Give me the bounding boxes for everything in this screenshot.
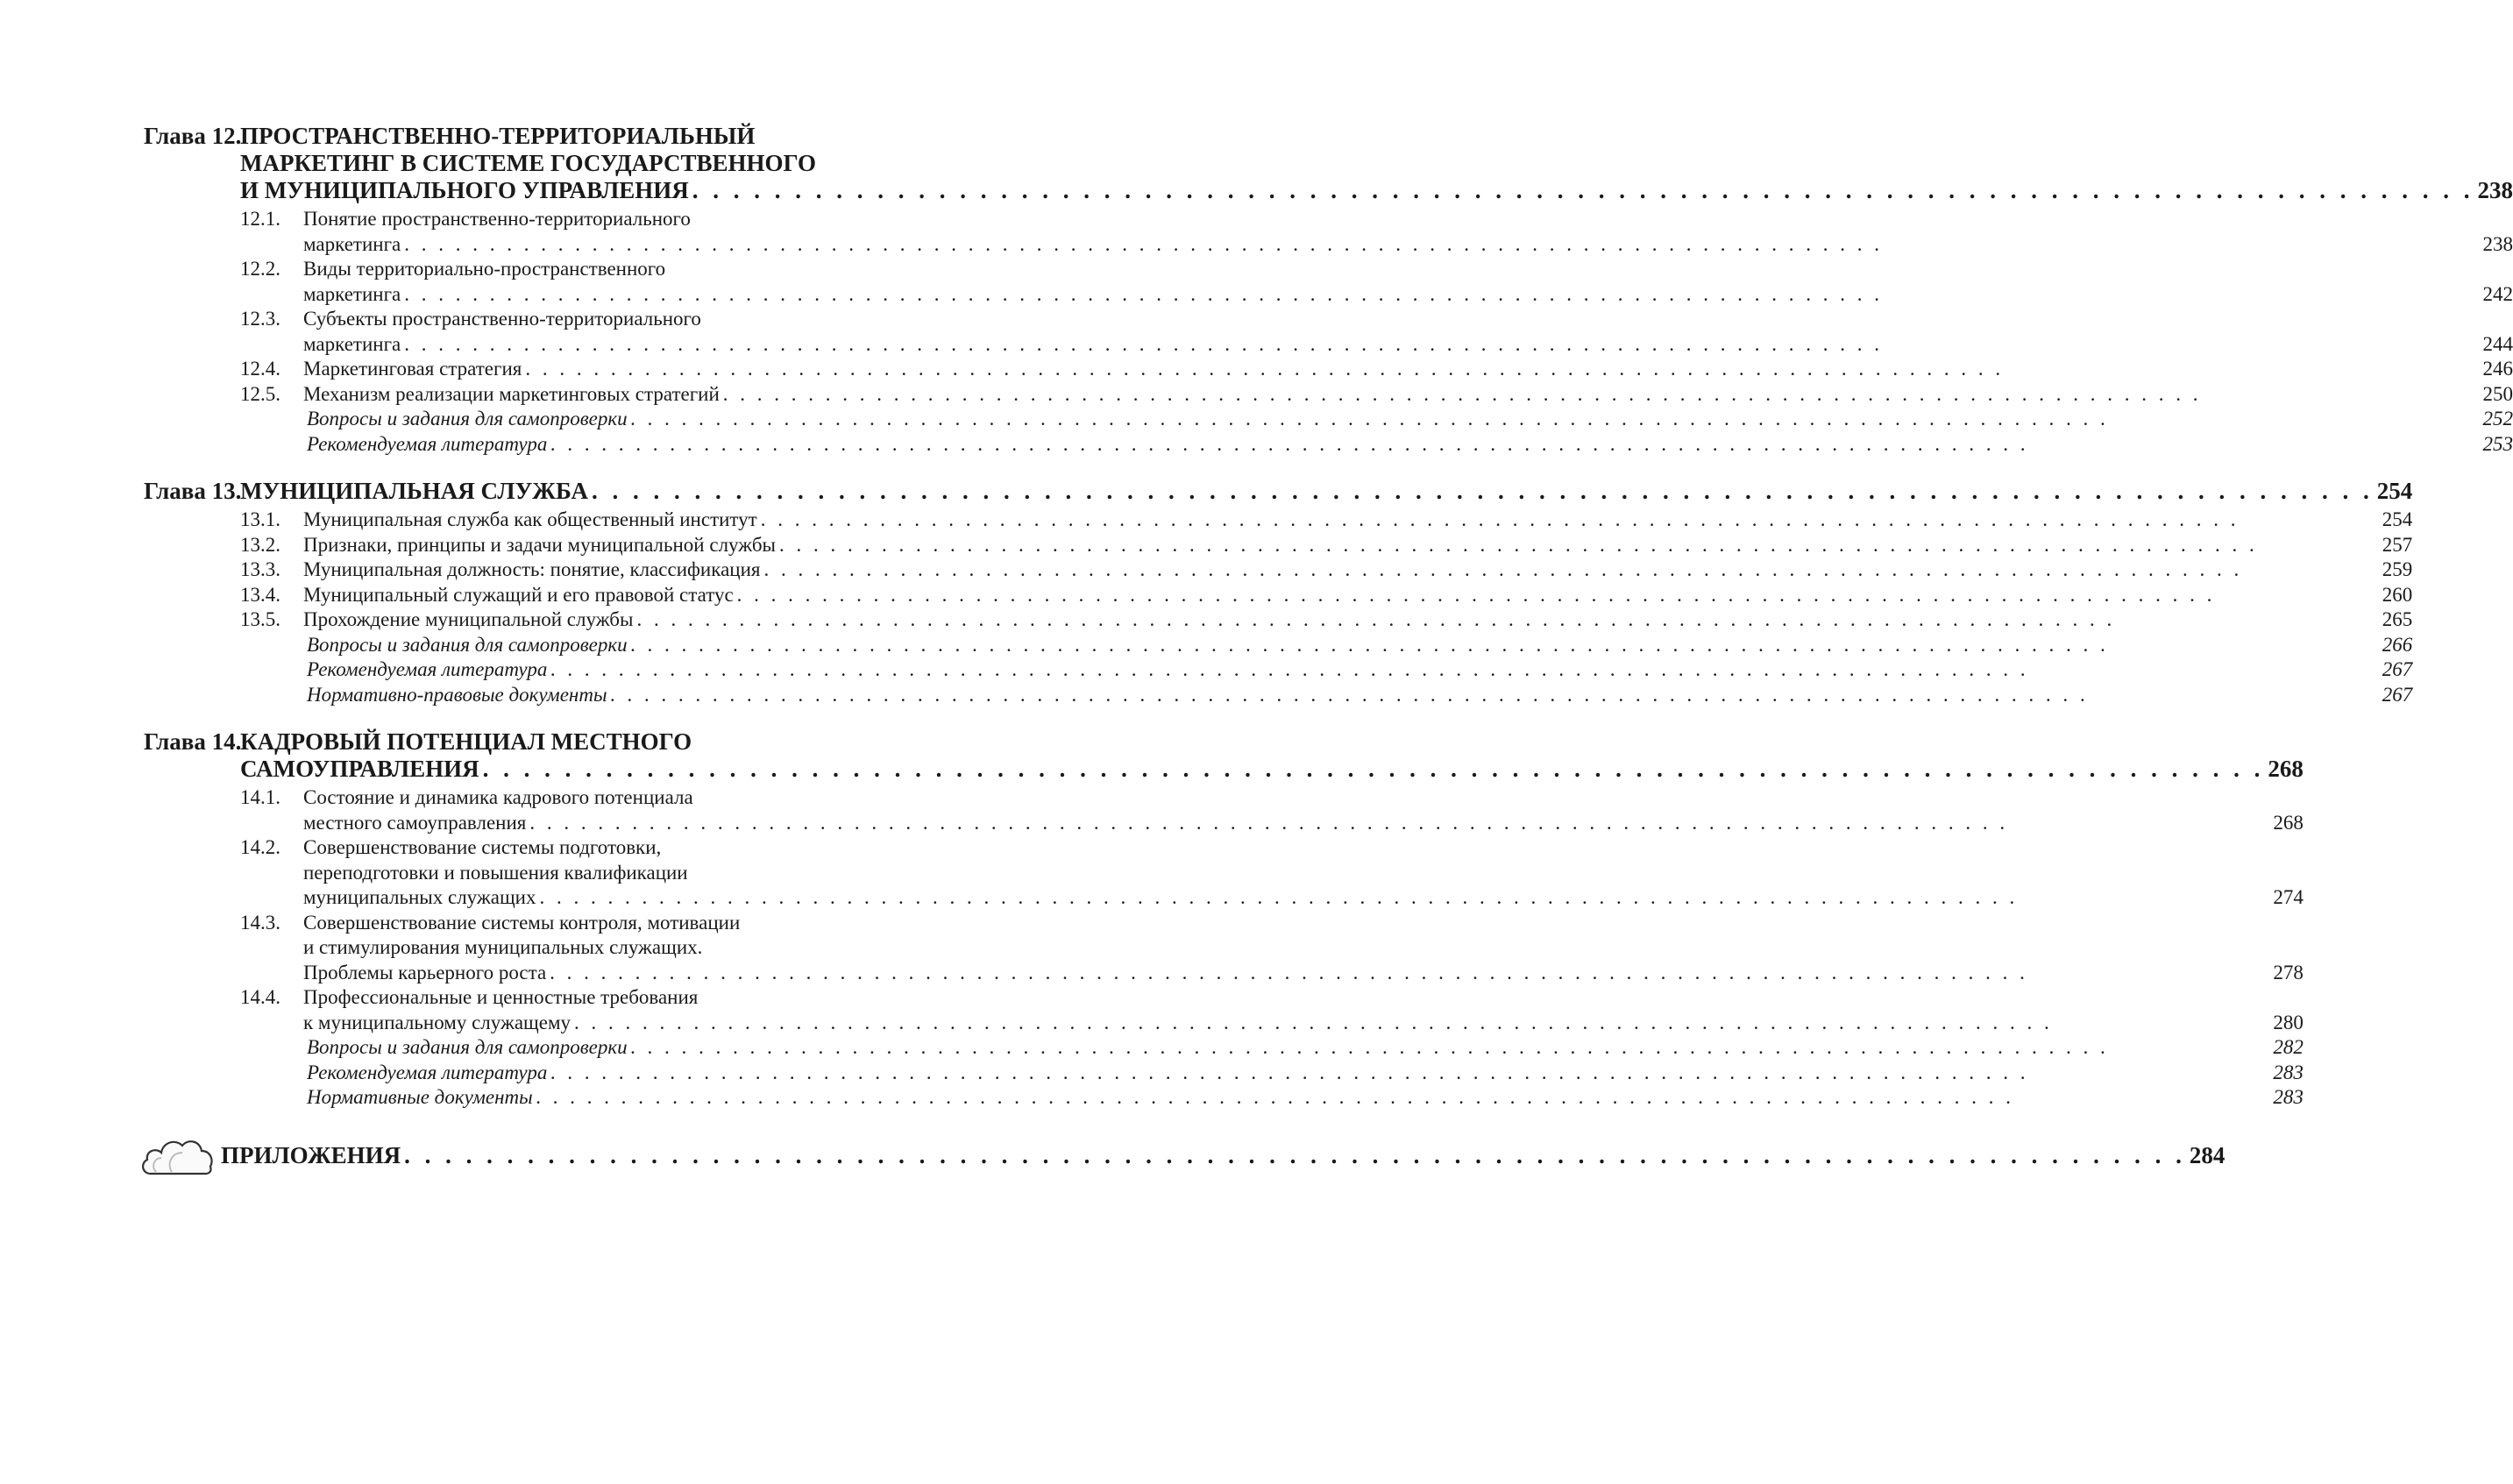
section-body (303, 911, 2304, 986)
page-number: 259 (2382, 558, 2413, 580)
chapter-title (240, 478, 2412, 505)
section-title: маркетинга (303, 232, 401, 255)
section-title-line: Совершенствование системы контроля, мотивации (303, 911, 741, 934)
extra-leader-line (307, 657, 2412, 683)
extra-title: Вопросы и задания для самопроверки (307, 408, 628, 430)
extra-title: Вопросы и задания для самопроверки (307, 1036, 628, 1058)
dot-leader (763, 557, 2378, 583)
toc-section[interactable] (240, 785, 2304, 835)
section-body (303, 985, 2304, 1035)
section-title: маркетинга (303, 282, 401, 305)
chapter-sections (240, 785, 2304, 1111)
section-number-empty (240, 683, 303, 708)
section-title: Проблемы карьерного роста (303, 961, 547, 983)
page-number: 238 (2482, 232, 2513, 255)
chapter-sections (240, 207, 2513, 457)
section-leader-line (303, 811, 2304, 836)
toc-extra[interactable] (240, 1061, 2304, 1086)
toc-section[interactable] (240, 583, 2412, 608)
page-number: 266 (2382, 633, 2413, 656)
dot-leader (525, 357, 2479, 382)
section-body (303, 508, 2412, 533)
chapter-13 (144, 478, 2413, 707)
page-number: 267 (2382, 658, 2413, 680)
toc-section[interactable] (240, 307, 2513, 357)
section-title-line: Виды территориально-пространственного (303, 258, 666, 280)
section-number: 14.1. (240, 786, 280, 808)
section-title-line: Субъекты пространственно-территориального (303, 308, 701, 330)
extra-leader-line (307, 407, 2513, 432)
dot-leader (404, 332, 2479, 358)
page-number: 265 (2382, 608, 2413, 630)
section-number: 14.2. (240, 836, 280, 858)
extra-leader-line (307, 633, 2412, 658)
toc-extra[interactable] (240, 657, 2412, 683)
page-number: 267 (2382, 683, 2413, 706)
page-number: 257 (2382, 533, 2413, 556)
section-leader-line (303, 382, 2513, 408)
section-leader-line (303, 508, 2412, 533)
extra-leader-line (307, 1061, 2304, 1086)
extra-leader-line (307, 432, 2513, 458)
page-number: 274 (2273, 886, 2304, 908)
section-leader-line (303, 885, 2304, 911)
extra-title: Вопросы и задания для самопроверки (307, 633, 628, 656)
toc-section[interactable] (240, 533, 2412, 558)
dot-leader (761, 508, 2379, 533)
section-number: 14.3. (240, 911, 280, 934)
section-title: Муниципальный служащий и его правовой статус (303, 583, 734, 606)
chapter-title: САМОУПРАВЛЕНИЯ (240, 756, 479, 782)
section-title-line: Профессиональные и ценностные требования (303, 986, 699, 1008)
extra-body (303, 1085, 2304, 1111)
section-number: 12.3. (240, 308, 280, 330)
page-number: 278 (2273, 961, 2304, 983)
section-body (303, 357, 2513, 382)
section-leader-line (303, 961, 2304, 986)
section-title: Маркетинговая стратегия (303, 358, 522, 380)
dot-leader (550, 432, 2479, 458)
extra-title: Рекомендуемая литература (307, 658, 548, 680)
section-title-line: и стимулирования муниципальных служащих. (303, 936, 703, 958)
chapter-label: Глава 13. (144, 478, 242, 504)
section-title: Муниципальная служба как общественный институт (303, 508, 757, 530)
section-leader-line (303, 1011, 2304, 1036)
section-title-line: Совершенствование системы подготовки, (303, 836, 662, 858)
section-title-line: Понятие пространственно-территориального (303, 208, 691, 230)
chapter-title: И МУНИЦИПАЛЬНОГО УПРАВЛЕНИЯ (240, 177, 689, 203)
toc-section[interactable] (240, 207, 2513, 257)
section-body (303, 835, 2304, 911)
extra-body (303, 432, 2513, 458)
dot-leader (550, 961, 2269, 986)
toc-section[interactable] (240, 607, 2412, 633)
dot-leader (404, 1142, 2186, 1169)
extra-title: Нормативные документы (307, 1086, 533, 1108)
appendix-leader-line (221, 1142, 2225, 1169)
dot-leader (550, 1061, 2269, 1086)
dot-leader (631, 407, 2480, 432)
chapter-sections (240, 508, 2412, 707)
section-number-empty (240, 407, 303, 432)
section-body (303, 207, 2513, 257)
appendix-title: ПРИЛОЖЕНИЯ (221, 1142, 401, 1168)
page-number: 284 (2189, 1142, 2225, 1168)
extra-leader-line (307, 683, 2412, 708)
extra-title: Рекомендуемая литература (307, 432, 548, 455)
dot-leader (779, 533, 2379, 558)
section-leader-line (303, 332, 2513, 358)
dot-leader (574, 1011, 2269, 1036)
extra-title: Рекомендуемая литература (307, 1061, 548, 1083)
toc-section[interactable] (240, 911, 2304, 986)
section-title: Признаки, принципы и задачи муниципальной службы (303, 533, 776, 556)
section-number-empty (240, 1061, 303, 1086)
page-number: 252 (2482, 408, 2513, 430)
extra-body (303, 657, 2412, 683)
dot-leader (529, 811, 2269, 836)
dot-leader (631, 1035, 2270, 1061)
extra-body (303, 683, 2412, 708)
section-title: к муниципальному служащему (303, 1011, 571, 1033)
page-number: 268 (2273, 811, 2304, 834)
section-number-empty (240, 657, 303, 683)
chapter-leader-line (240, 478, 2412, 505)
section-number: 14.4. (240, 986, 280, 1008)
section-title: маркетинга (303, 332, 401, 355)
page-number: 260 (2382, 583, 2413, 606)
dot-leader (483, 756, 2265, 783)
section-leader-line (303, 533, 2412, 558)
section-number-empty (240, 432, 303, 458)
chapter-leader-line (240, 756, 2304, 783)
section-number: 13.1. (240, 508, 280, 530)
section-title: местного самоуправления (303, 811, 527, 834)
section-title: Механизм реализации маркетинговых стратегий (303, 382, 720, 405)
dot-leader (404, 282, 2479, 308)
section-number-empty (240, 633, 303, 658)
section-body (303, 307, 2513, 357)
section-number: 12.5. (240, 382, 280, 405)
dot-leader (737, 583, 2379, 608)
section-body (303, 583, 2412, 608)
page-number: 246 (2482, 358, 2513, 380)
page-number: 250 (2482, 382, 2513, 405)
toc-extra[interactable] (240, 432, 2513, 458)
section-leader-line (303, 583, 2412, 608)
toc-extra[interactable] (240, 407, 2513, 432)
section-leader-line (303, 232, 2513, 258)
dot-leader (540, 885, 2270, 911)
extra-body (303, 633, 2412, 658)
toc-section[interactable] (240, 508, 2412, 533)
section-body (303, 785, 2304, 835)
extra-title: Нормативно-правовые документы (307, 683, 607, 706)
section-title-line: Состояние и динамика кадрового потенциала (303, 786, 693, 808)
chapter-title: МУНИЦИПАЛЬНАЯ СЛУЖБА (240, 478, 588, 504)
toc-extra[interactable] (240, 633, 2412, 658)
section-number: 12.2. (240, 258, 280, 280)
section-body (303, 533, 2412, 558)
section-body (303, 607, 2412, 633)
page-number: 238 (2477, 177, 2513, 203)
section-title-line: переподготовки и повышения квалификации (303, 861, 688, 884)
chapter-12 (144, 123, 2513, 457)
appendix-entry[interactable] (138, 1132, 2225, 1181)
table-of-contents (144, 123, 2513, 1181)
dot-leader (536, 1085, 2270, 1111)
dot-leader (723, 382, 2480, 408)
dot-leader (692, 177, 2474, 204)
page-number: 280 (2273, 1011, 2304, 1033)
dot-leader (631, 633, 2379, 658)
section-number-empty (240, 1035, 303, 1061)
dot-leader (592, 478, 2374, 505)
section-body (303, 557, 2412, 583)
page-number: 244 (2482, 332, 2513, 355)
cloud-icon (138, 1132, 216, 1181)
section-title: муниципальных служащих (303, 886, 536, 908)
chapter-label: Глава 12. (144, 123, 242, 149)
section-body (303, 257, 2513, 307)
section-title: Муниципальная должность: понятие, классификация (303, 558, 761, 580)
section-body (303, 382, 2513, 408)
extra-leader-line (307, 1085, 2304, 1111)
section-leader-line (303, 282, 2513, 308)
page-number: 282 (2273, 1036, 2304, 1058)
section-number: 13.5. (240, 608, 280, 630)
section-title: Прохождение муниципальной службы (303, 608, 634, 630)
toc-section[interactable] (240, 985, 2304, 1035)
chapter-title (240, 728, 2304, 783)
dot-leader (636, 607, 2378, 633)
chapter-title (240, 123, 2513, 204)
toc-extra[interactable] (240, 1035, 2304, 1061)
chapter-label: Глава 14. (144, 728, 242, 755)
section-number: 12.1. (240, 208, 280, 230)
section-leader-line (303, 557, 2412, 583)
chapter-leader-line (240, 177, 2513, 204)
dot-leader (550, 657, 2378, 683)
dot-leader (611, 683, 2379, 708)
toc-section[interactable] (240, 357, 2513, 382)
section-number: 13.3. (240, 558, 280, 580)
toc-extra[interactable] (240, 1085, 2304, 1111)
section-leader-line (303, 357, 2513, 382)
section-leader-line (303, 607, 2412, 633)
extra-body (303, 1035, 2304, 1061)
dot-leader (404, 232, 2479, 258)
toc-section[interactable] (240, 557, 2412, 583)
toc-section[interactable] (240, 382, 2513, 408)
section-number: 13.2. (240, 533, 280, 556)
extra-body (303, 1061, 2304, 1086)
section-number-empty (240, 1085, 303, 1111)
page-number: 268 (2268, 756, 2304, 782)
chapter-14 (144, 728, 2304, 1111)
section-number: 13.4. (240, 583, 280, 606)
extra-leader-line (307, 1035, 2304, 1061)
page-number: 242 (2482, 282, 2513, 305)
page-number: 254 (2376, 478, 2413, 504)
chapter-title-line: МАРКЕТИНГ В СИСТЕМЕ ГОСУДАРСТВЕННОГО (240, 150, 817, 176)
section-number: 12.4. (240, 358, 280, 380)
page-number: 283 (2273, 1061, 2304, 1083)
toc-extra[interactable] (240, 683, 2412, 708)
extra-body (303, 407, 2513, 432)
toc-section[interactable] (240, 835, 2304, 911)
page-number: 283 (2273, 1086, 2304, 1108)
page-number: 254 (2382, 508, 2413, 530)
chapter-title-line: КАДРОВЫЙ ПОТЕНЦИАЛ МЕСТНОГО (240, 728, 692, 755)
toc-section[interactable] (240, 257, 2513, 307)
page-number: 253 (2482, 432, 2513, 455)
chapter-title-line: ПРОСТРАНСТВЕННО-ТЕРРИТОРИАЛЬНЫЙ (240, 123, 756, 149)
